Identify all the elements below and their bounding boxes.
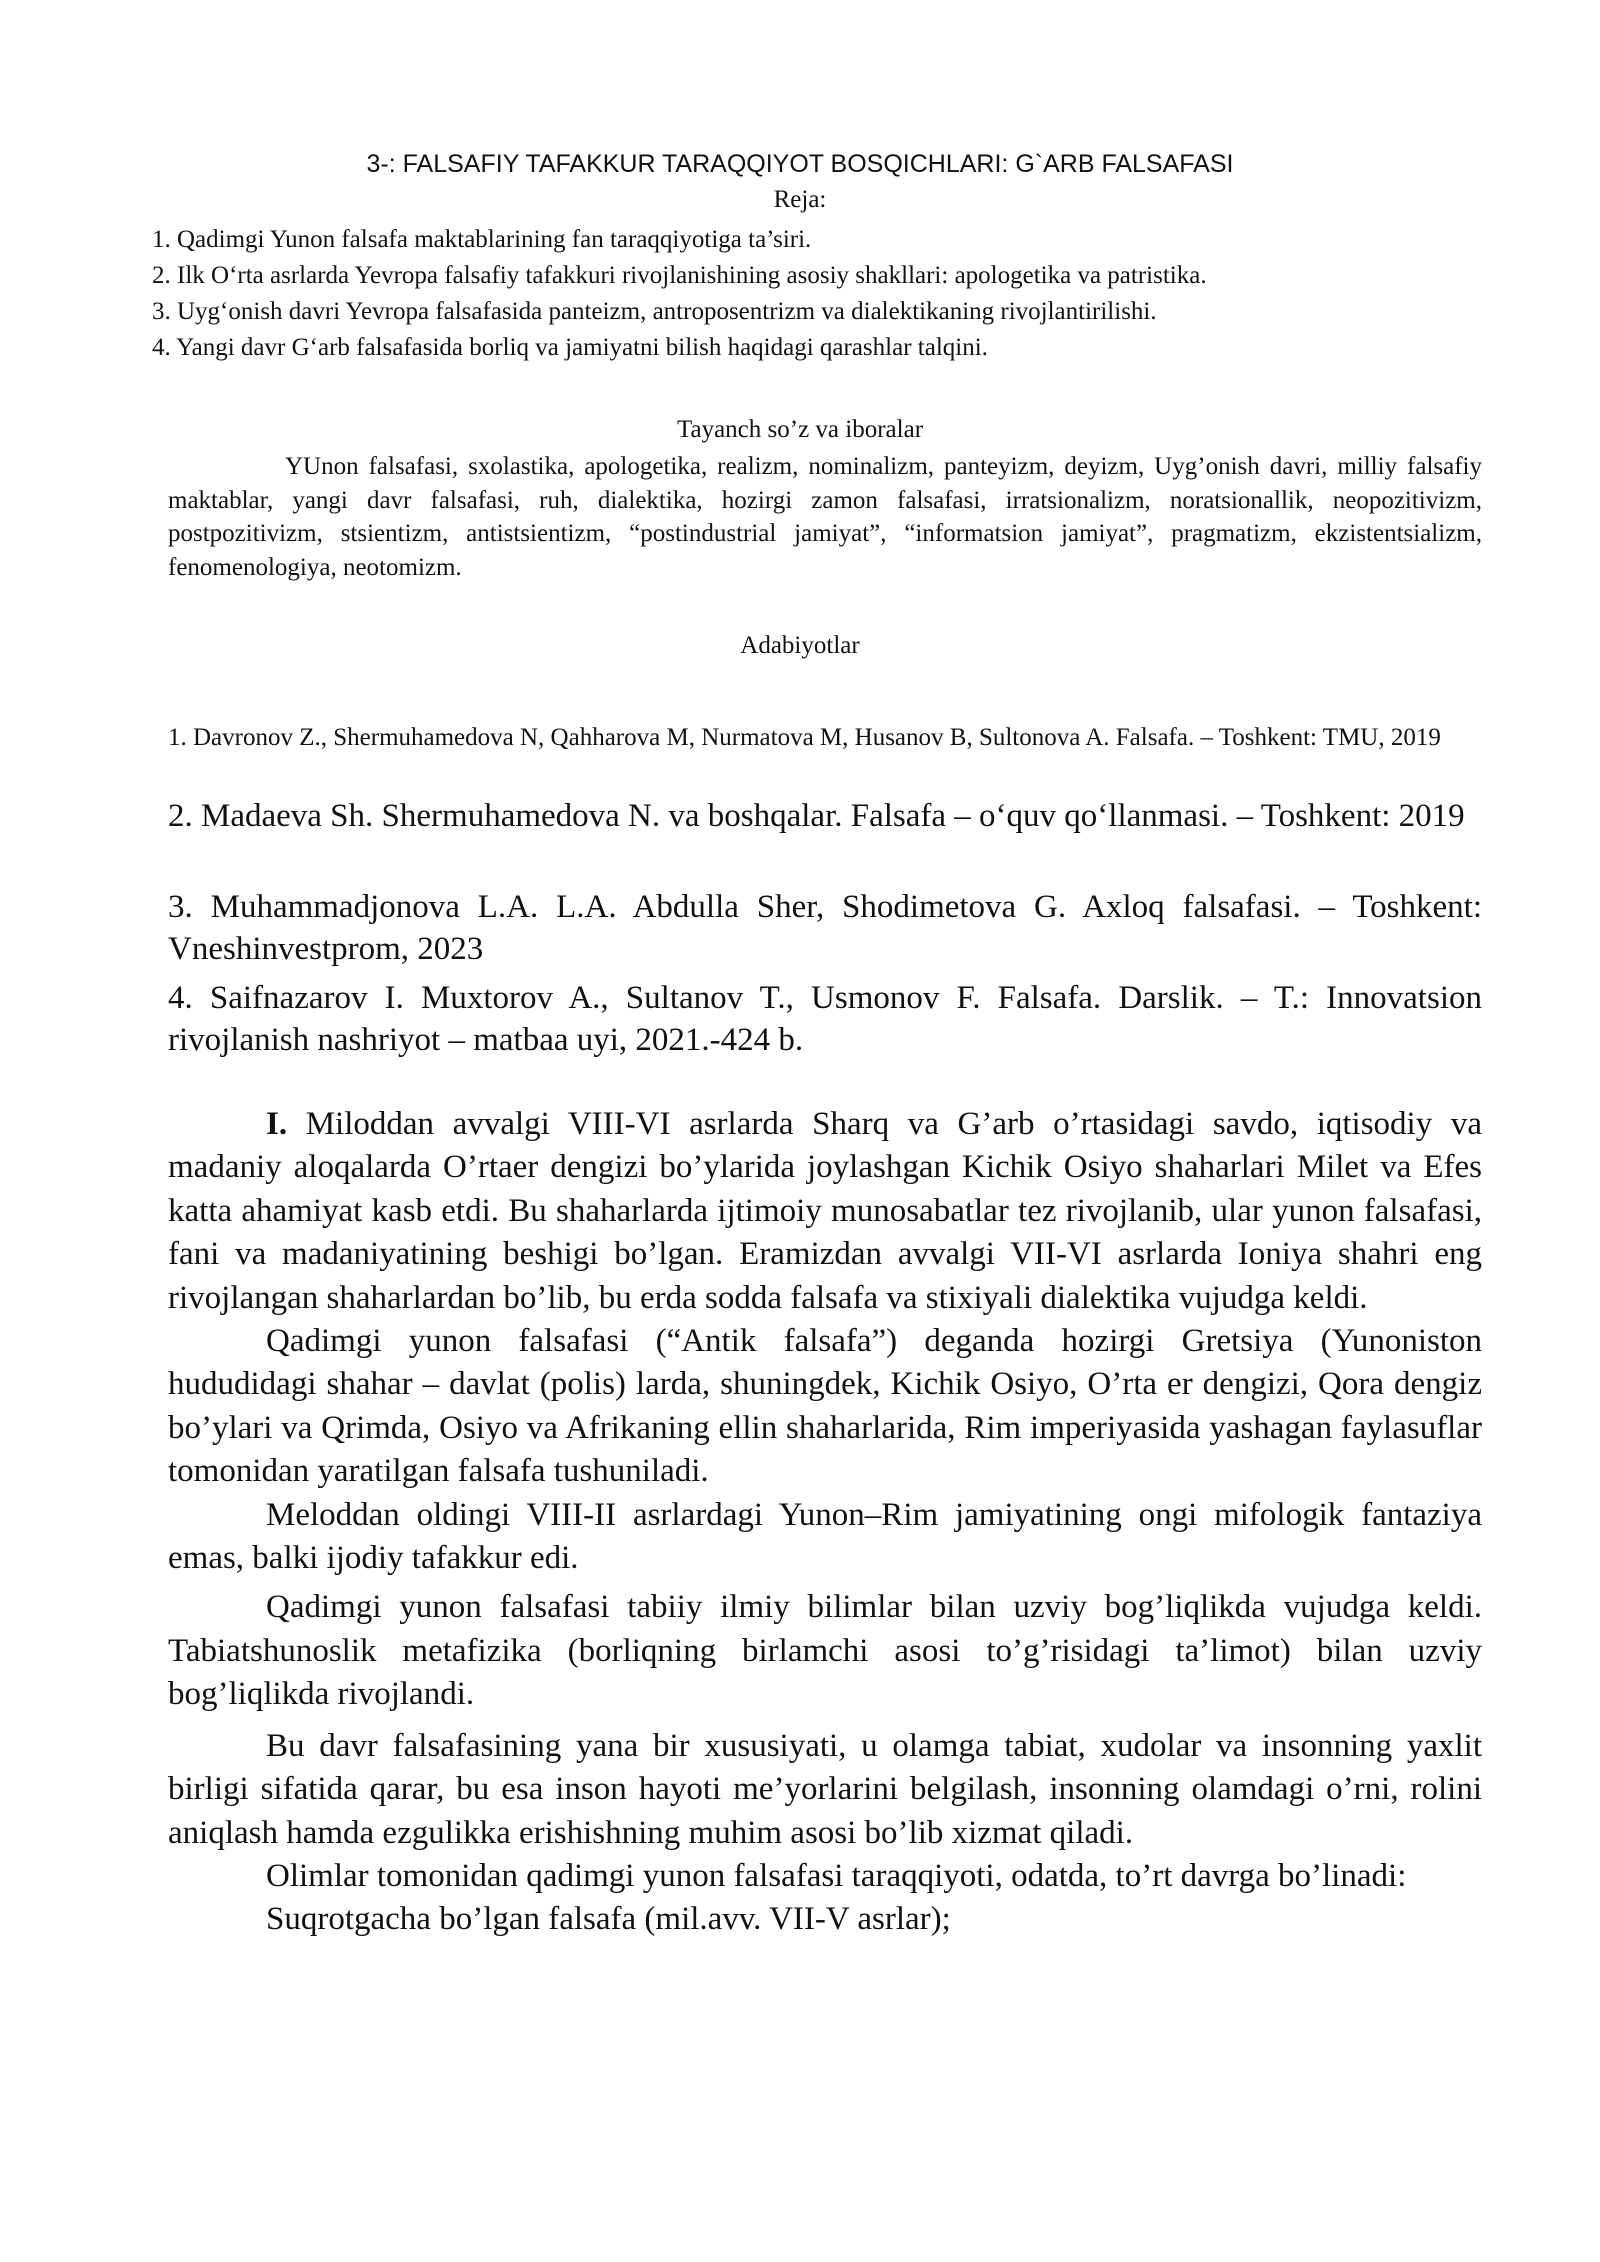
paragraph: Meloddan oldingi VIII-II asrlardagi Yunon–Rim jamiyatining ongi mifologik fantaziya emas, balki ijodiy tafakkur edi. [168,1496,1482,1577]
plan-item: 3. Uyg‘onish davri Yevropa falsafasida panteizm, antroposentrizm va dialektikaning rivojlantirilishi. [152,298,1157,325]
literature-item: 2. Madaeva Sh. Shermuhamedova N. va boshqalar. Falsafa – o‘quv qo‘llanmasi. – Toshkent: 2019 [168,798,1465,834]
literature-item: 4. Saifnazarov I. Muxtorov A., Sultanov T., Usmonov F. Falsafa. Darslik. – T.: Innovatsion rivojlanish nashriyot – matbaa uyi, 2021.-424 b. [168,980,1482,1058]
document-title: 3-: FALSAFIY TAFAKKUR TARAQQIYOT BOSQICHLARI: G`ARB FALSAFASI [366,150,1234,178]
plan-list [152,222,1482,366]
paragraph: Qadimgi yunon falsafasi tabiiy ilmiy bilimlar bilan uzviy bog’liqlikda vujudga keldi. Tabiatshunoslik metafizika (borliqning birlamchi asosi to’g’risidagi ta’limot) bilan uzviy bog’liqlikda rivojlandi. [168,1589,1482,1713]
paragraph: Olimlar tomonidan qadimgi yunon falsafasi taraqqiyoti, odatda, to’rt davrga bo’linadi: [266,1857,1407,1894]
plan-item: 2. Ilk O‘rta asrlarda Yevropa falsafiy tafakkuri rivojlanishining asosiy shakllari: apologetika va patristika. [152,262,1207,289]
paragraph-text: Miloddan avvalgi VIII-VI asrlarda Sharq va G’arb o’rtasidagi savdo, iqtisodiy va madaniy aloqalarda O’rtaer dengizi bo’ylarida joylashgan Kichik Osiyo shaharlari Milet va Efes katta ahamiyat kasb etdi. Bu shaharlarda ijtimoiy munosabatlar tez rivojlanib, ular yunon falsafasi, fani va madaniyatining beshigi bo’lgan. Eramizdan avvalgi VII-VI asrlarda Ioniya shahri eng rivojlangan shaharlardan bo’lib, bu erda sodda falsafa va stixiyali dialektika vujudga keldi. [168,1106,1482,1316]
keywords-heading: Tayanch so’z va iboralar [676,416,924,443]
paragraph [168,1103,1482,1320]
plan-heading: Reja: [773,186,827,213]
paragraph: Qadimgi yunon falsafasi (“Antik falsafa”) deganda hozirgi Gretsiya (Yunoniston hududidagi shahar – davlat (polis) larda, shuningdek, Kichik Osiyo, O’rta er dengizi, Qora dengiz bo’ylari va Qrimda, Osiyo va Afrikaning ellin shaharlarida, Rim imperiyasida yashagan faylasuflar tomonidan yaratilgan falsafa tushuniladi. [168,1323,1482,1490]
section-marker: I. [266,1106,288,1142]
literature-heading: Adabiyotlar [740,632,860,659]
main-text [168,1103,1482,1942]
literature-item: 1. Davronov Z., Shermuhamedova N, Qahharova M, Nurmatova M, Husanov B, Sultonova A. Falsafa. – Toshkent: TMU, 2019 [168,724,1441,751]
paragraph: Suqrotgacha bo’lgan falsafa (mil.avv. VII-V asrlar); [266,1901,951,1938]
keywords-text: YUnon falsafasi, sxolastika, apologetika, realizm, nominalizm, panteyizm, deyizm, Uyg’onish davri, milliy falsafiy maktablar, yangi davr falsafasi, ruh, dialektika, hozirgi zamon falsafasi, irratsionalizm, noratsionallik, neopozitivizm, postpozitivizm, stsientizm, antistsientizm, “postindustrial jamiyat”, “informatsion jamiyat”, pragmatizm, ekzistentsializm, fenomenologiya, neotomizm. [168,453,1482,581]
plan-item: 1. Qadimgi Yunon falsafa maktablarining fan taraqqiyotiga ta’siri. [152,226,812,253]
paragraph: Bu davr falsafasining yana bir xususiyati, u olamga tabiat, xudolar va insonning yaxlit birligi sifatida qarar, bu esa inson hayoti me’yorlarini belgilash, insonning olamdagi o’rni, rolini aniqlash hamda ezgulikka erishishning muhim asosi bo’lib xizmat qiladi. [168,1727,1482,1851]
plan-item: 4. Yangi davr G‘arb falsafasida borliq va jamiyatni bilish haqidagi qarashlar talqini. [152,334,988,361]
literature-item: 3. Muhammadjonova L.A. L.A. Abdulla Sher, Shodimetova G. Axloq falsafasi. – Toshkent: Vneshinvestprom, 2023 [168,889,1482,967]
